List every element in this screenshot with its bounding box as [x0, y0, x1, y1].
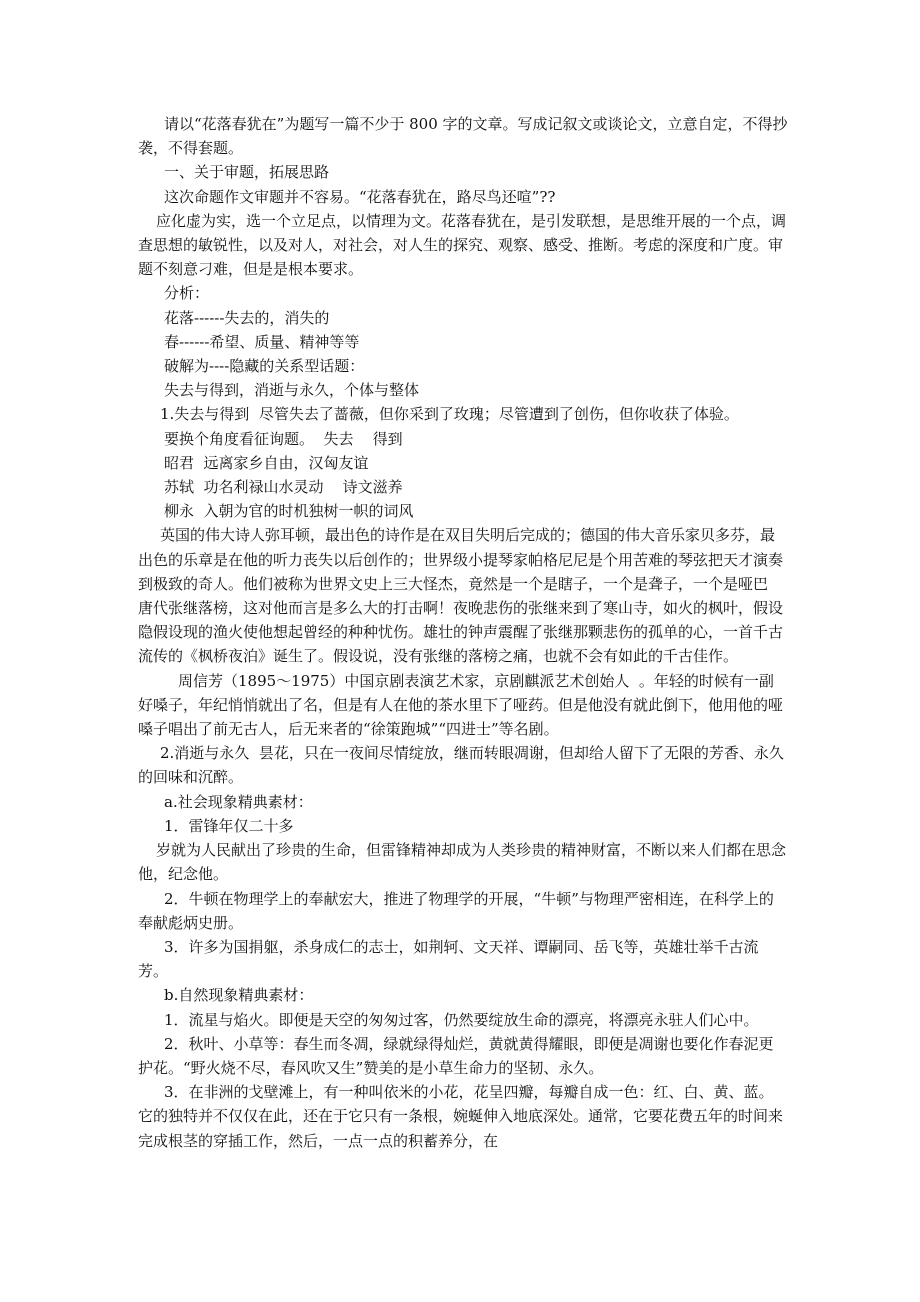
paragraph: 3．许多为国捐躯，杀身成仁的志士，如荆轲、文天祥、谭嗣同、岳飞等，英雄壮举千古流芳。 — [138, 937, 759, 981]
paragraph: 应化虚为实，选一个立足点，以情理为文。花落春犹在，是引发联想，是思维开展的一个点，调查思想的敏锐性，以及对人，对社会，对人生的探究、观察、感受、推断。考虑的深度和广度。审题不刻意刁难，但是是根本要求。 — [138, 211, 787, 279]
paragraph: 分析： — [164, 284, 210, 303]
paragraph: 失去与得到，消逝与永久，个体与整体 — [164, 381, 420, 400]
paragraph: b.自然现象精典素材： — [164, 986, 314, 1005]
paragraph: 昭君 远离家乡自由，汉匈友谊 — [164, 453, 369, 472]
paragraph: 要换个角度看征询题。 失去 得到 — [164, 429, 403, 448]
document-body — [138, 112, 788, 1153]
paragraph: 2.消逝与永久 昙花，只在一夜间尽情绽放，继而转眼凋谢，但却给人留下了无限的芳香、永久的回味和沉醉。 — [138, 744, 784, 787]
paragraph: 英国的伟大诗人弥耳顿，最出色的诗作是在双目失明后完成的；德国的伟大音乐家贝多芬，最出色的乐章是在他的听力丧失以后创作的；世界级小提琴家帕格尼尼是个用苦难的琴弦把天才演奏到极致的奇人。他们被称为世界文史上三大怪杰，竟然是一个是瞎子，一个是聋子，一个是哑巴 唐代张继落榜，这对他而言是多么大的打击啊！夜晚悲伤的张继来到了寒山寺，如火的枫叶，假设隐假设现的渔火使他想起曾经的种种忧伤。雄壮的钟声震醒了张继那颗悲伤的孤单的心，一首千古流传的《枫桥夜泊》诞生了。假设说，没有张继的落榜之痛，也就不会有如此的千古佳作。 — [138, 526, 784, 666]
paragraph: 一、关于审题，拓展思路 — [164, 163, 330, 182]
paragraph: 1.失去与得到 尽管失去了蔷薇，但你采到了玫瑰；尽管遭到了创伤，但你收获了体验。 — [160, 405, 739, 424]
paragraph: 周信芳（1895～1975）中国京剧表演艺术家，京剧麒派艺术创始人 。年轻的时候有一副好嗓子，年纪悄悄就出了名，但是有人在他的茶水里下了哑药。但是他没有就此倒下，他用他的哑嗓子唱出了前无古人，后无来者的“徐策跑城”“四进士”等名剧。 — [138, 671, 784, 739]
paragraph: 这次命题作文审题并不容易。“花落春犹在，路尽鸟还喧”?? — [164, 187, 556, 206]
paragraph: 3．在非洲的戈壁滩上，有一种叫依米的小花，花呈四瓣，每瓣自成一色：红、白、黄、蓝。它的独特并不仅仅在此，还在于它只有一条根，婉蜒伸入地底深处。通常，它要花费五年的时间来完成根茎的穿插工作，然后，一点一点的积蓄养分，在 — [138, 1083, 784, 1150]
paragraph: 2．牛顿在物理学上的奉献宏大，推进了物理学的开展，“牛顿”与物理严密相连，在科学上的奉献彪炳史册。 — [138, 889, 774, 932]
paragraph: 1．流星与焰火。即便是天空的匆匆过客，仍然要绽放生命的漂亮，将漂亮永驻人们心中。 — [164, 1010, 759, 1029]
paragraph: 破解为----隐藏的关系型话题： — [164, 357, 365, 376]
paragraph: a.社会现象精典素材： — [164, 792, 313, 811]
paragraph: 请以“花落春犹在”为题写一篇不少于 800 字的文章。写成记叙文或谈论文，立意自定，不得抄袭，不得套题。 — [138, 115, 788, 158]
paragraph: 春------希望、质量、精神等等 — [164, 332, 360, 351]
paragraph: 花落------失去的，消失的 — [164, 308, 330, 327]
paragraph: 岁就为人民献出了珍贵的生命，但雷锋精神却成为人类珍贵的精神财富，不断以来人们都在思念他，纪念他。 — [138, 841, 787, 884]
paragraph: 1．雷锋年仅二十多 — [164, 816, 294, 835]
paragraph: 苏轼 功名利禄山水灵动 诗文滋养 — [164, 478, 403, 497]
paragraph: 柳永 入朝为官的时机独树一帜的词风 — [164, 502, 414, 521]
paragraph: 2．秋叶、小草等：春生而冬凋，绿就绿得灿烂，黄就黄得耀眼，即便是凋谢也要化作春泥更护花。“野火烧不尽，春风吹又生”赞美的是小草生命力的坚韧、永久。 — [138, 1034, 774, 1077]
